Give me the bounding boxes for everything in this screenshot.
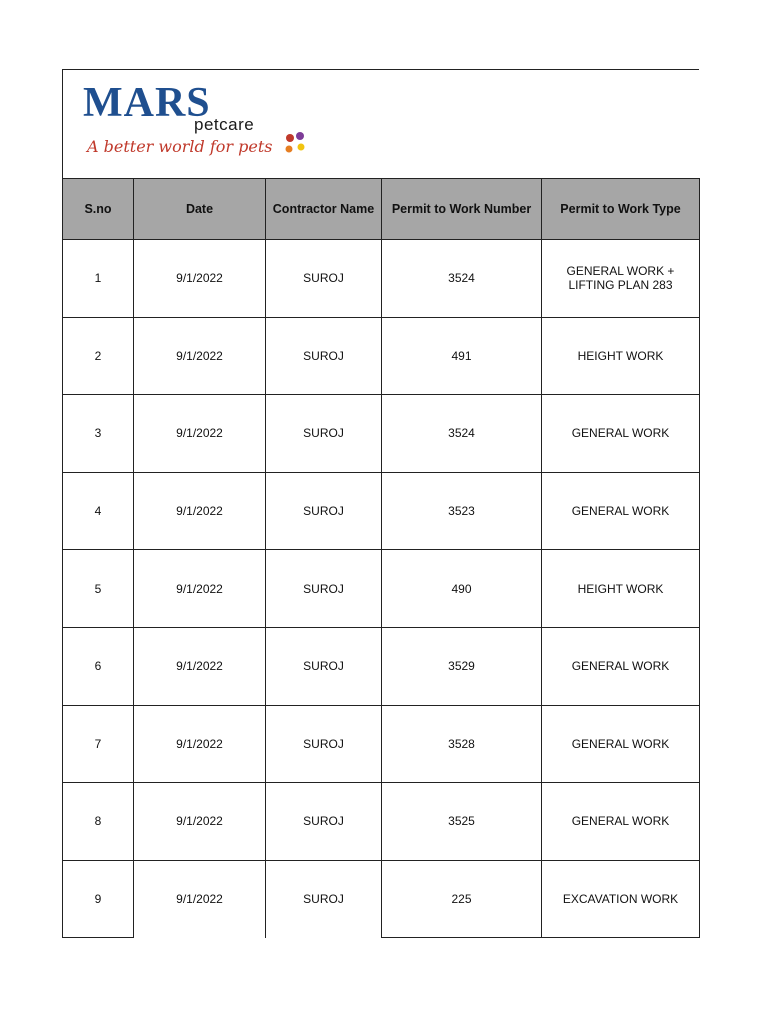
mars-logo-wordmark: MARS [83, 80, 211, 126]
cell-contractor: SUROJ [266, 472, 382, 550]
header-permit-number: Permit to Work Number [382, 179, 542, 240]
cell-date: 9/1/2022 [134, 550, 266, 628]
petcare-logo-text: petcare [194, 115, 255, 134]
cell-contractor: SUROJ [266, 783, 382, 861]
cell-date: 9/1/2022 [134, 317, 266, 395]
cell-contractor: SUROJ [266, 240, 382, 318]
cell-permit-number: 490 [382, 550, 542, 628]
header-date: Date [134, 179, 266, 240]
cell-date: 9/1/2022 [134, 705, 266, 783]
table-row [63, 550, 700, 628]
cell-permit-number: 3524 [382, 395, 542, 473]
cell-permit-number: 3523 [382, 472, 542, 550]
logo-tagline: A better world for pets [87, 137, 273, 156]
permit-table [62, 178, 700, 938]
cell-contractor: SUROJ [266, 550, 382, 628]
header-sno: S.no [63, 179, 134, 240]
cell-contractor: SUROJ [266, 705, 382, 783]
table-header-row [63, 179, 700, 240]
cell-permit-number: 3525 [382, 783, 542, 861]
logo-header [62, 69, 699, 178]
cell-permit-number: 3528 [382, 705, 542, 783]
cell-contractor: SUROJ [266, 395, 382, 473]
cell-date: 9/1/2022 [134, 627, 266, 705]
cell-contractor: SUROJ [266, 860, 382, 938]
cell-permit-type: GENERAL WORK [542, 783, 700, 861]
cell-permit-type: GENERAL WORK [542, 705, 700, 783]
cell-permit-type: HEIGHT WORK [542, 550, 700, 628]
cell-sno: 3 [63, 395, 134, 473]
cell-sno: 8 [63, 783, 134, 861]
permit-sheet [62, 69, 699, 938]
table-body [63, 240, 700, 938]
cell-sno: 1 [63, 240, 134, 318]
cell-sno: 9 [63, 860, 134, 938]
cell-date: 9/1/2022 [134, 783, 266, 861]
cell-permit-type: EXCAVATION WORK [542, 860, 700, 938]
table-row [63, 317, 700, 395]
table-row [63, 783, 700, 861]
cell-sno: 2 [63, 317, 134, 395]
table-row [63, 472, 700, 550]
cell-contractor: SUROJ [266, 627, 382, 705]
cell-permit-type: HEIGHT WORK [542, 317, 700, 395]
table-row [63, 395, 700, 473]
cell-contractor: SUROJ [266, 317, 382, 395]
table-row [63, 240, 700, 318]
cell-permit-number: 225 [382, 860, 542, 938]
cell-sno: 5 [63, 550, 134, 628]
cell-sno: 7 [63, 705, 134, 783]
cell-date: 9/1/2022 [134, 472, 266, 550]
paw-dots-icon [281, 130, 311, 160]
header-permit-type: Permit to Work Type [542, 179, 700, 240]
cell-permit-number: 491 [382, 317, 542, 395]
cell-permit-type: GENERAL WORK + LIFTING PLAN 283 [542, 240, 700, 318]
cell-sno: 6 [63, 627, 134, 705]
cell-date: 9/1/2022 [134, 240, 266, 318]
cell-date: 9/1/2022 [134, 860, 266, 938]
cell-date: 9/1/2022 [134, 395, 266, 473]
cell-permit-type: GENERAL WORK [542, 627, 700, 705]
cell-permit-number: 3524 [382, 240, 542, 318]
cell-permit-type: GENERAL WORK [542, 472, 700, 550]
cell-permit-type: GENERAL WORK [542, 395, 700, 473]
table-row [63, 860, 700, 938]
header-contractor-name: Contractor Name [266, 179, 382, 240]
table-row [63, 705, 700, 783]
cell-permit-number: 3529 [382, 627, 542, 705]
cell-sno: 4 [63, 472, 134, 550]
table-row [63, 627, 700, 705]
